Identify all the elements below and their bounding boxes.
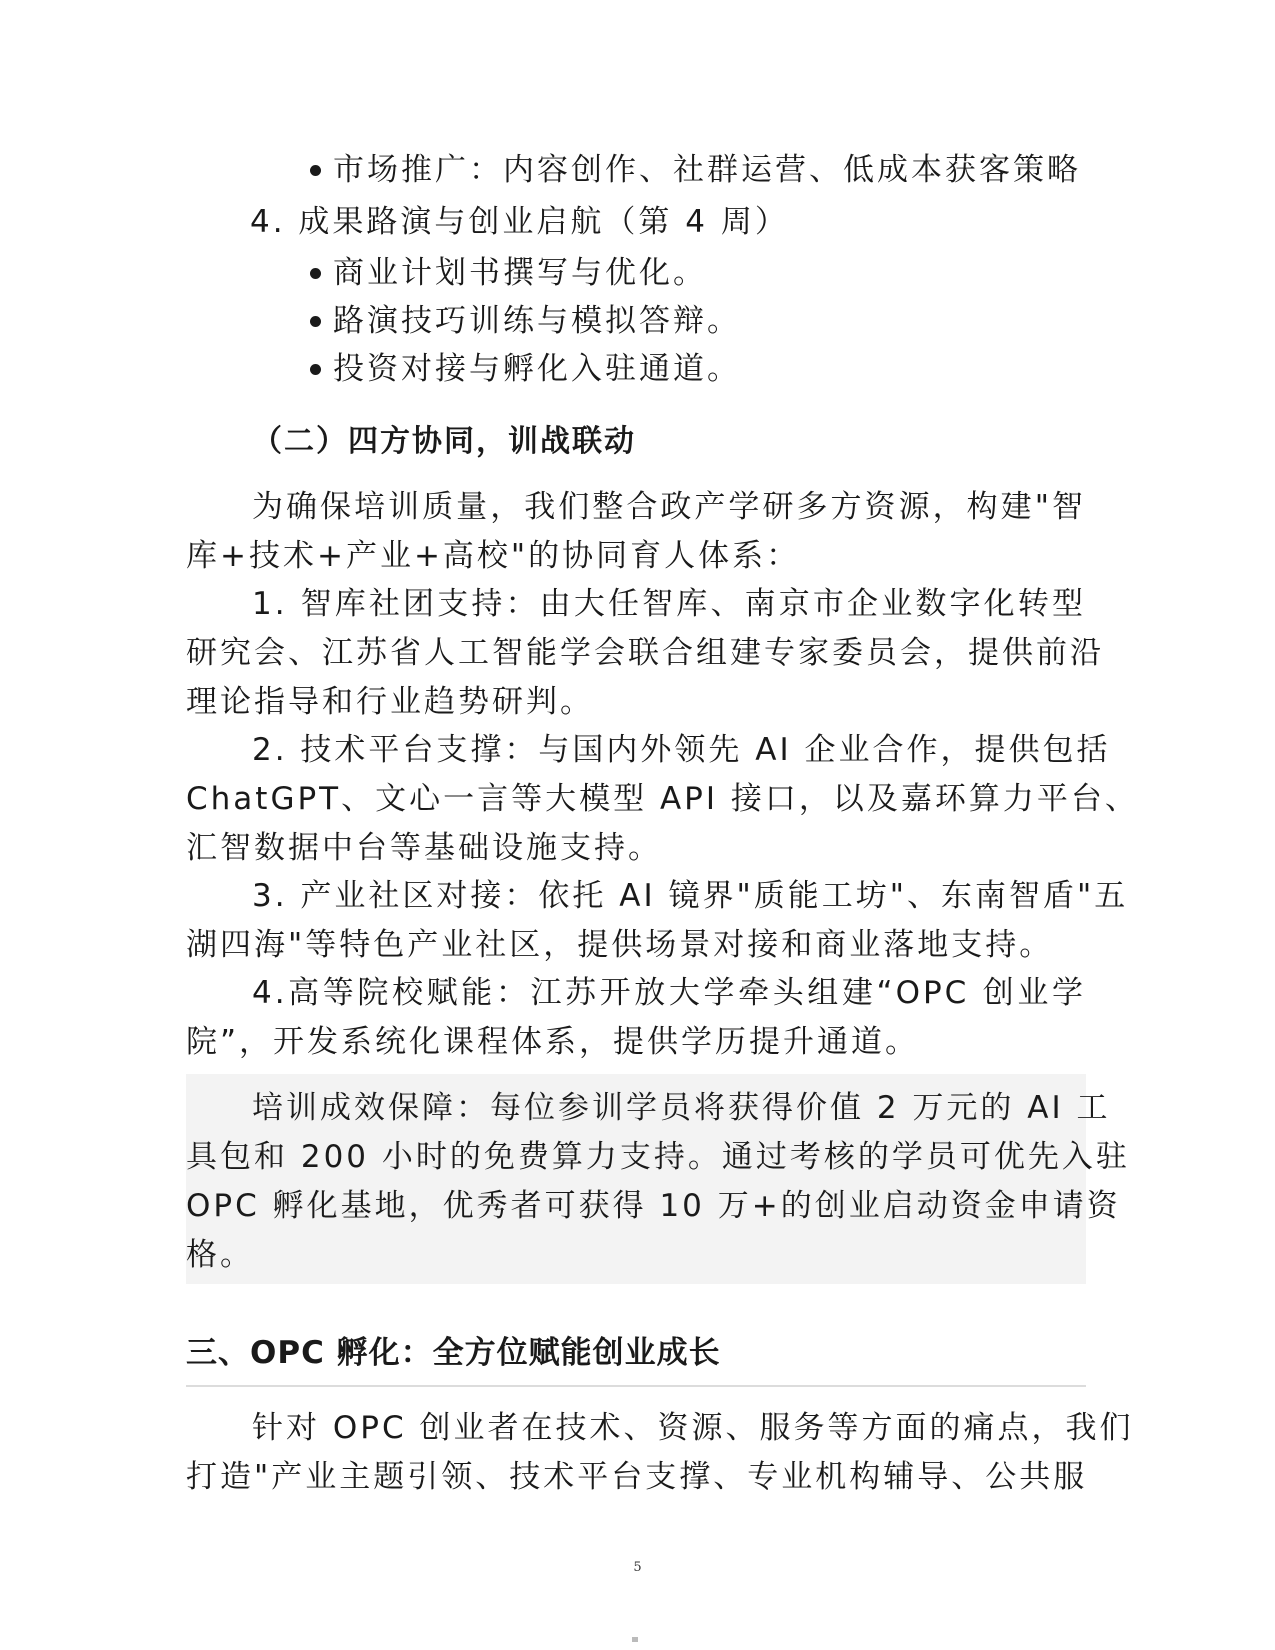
section-divider [186,1385,1086,1387]
paragraph-line: 湖四海"等特色产业社区，提供场景对接和商业落地支持。 [186,927,1054,963]
paragraph-line: 具包和 200 小时的免费算力支持。通过考核的学员可优先入驻 [186,1139,1130,1175]
bullet-text: 投资对接与孵化入驻通道。 [333,351,741,387]
bullet-dot-icon [310,165,321,176]
bullet-item [310,349,741,389]
page-number: 5 [633,1560,642,1575]
paragraph-line: 研究会、江苏省人工智能学会联合组建专家委员会，提供前沿 [186,635,1104,671]
bullet-text: 市场推广：内容创作、社群运营、低成本获客策略 [333,152,1081,188]
subsection-heading: （二）四方协同，训战联动 [252,424,636,459]
paragraph-line: 针对 OPC 创业者在技术、资源、服务等方面的痛点，我们 [252,1410,1134,1446]
paragraph-line: OPC 孵化基地，优秀者可获得 10 万+的创业启动资金申请资 [186,1188,1121,1224]
paragraph-line: 2. 技术平台支撑：与国内外领先 AI 企业合作，提供包括 [252,732,1111,768]
scroll-marker [632,1637,638,1642]
paragraph-line: 1. 智库社团支持：由大任智库、南京市企业数字化转型 [252,586,1086,622]
bullet-dot-icon [310,316,321,327]
paragraph-line: 4.高等院校赋能：江苏开放大学牵头组建“OPC 创业学 [252,975,1086,1011]
bullet-text: 路演技巧训练与模拟答辩。 [333,303,741,339]
paragraph-line: 3. 产业社区对接：依托 AI 镜界"质能工坊"、东南智盾"五 [252,878,1129,914]
paragraph-line: 培训成效保障：每位参训学员将获得价值 2 万元的 AI 工 [252,1090,1111,1126]
list-item-4: 4. 成果路演与创业启航（第 4 周） [250,204,789,240]
paragraph-line: 理论指导和行业趋势研判。 [186,684,594,720]
bullet-item [310,253,707,293]
bullet-dot-icon [310,268,321,279]
paragraph-line: 打造"产业主题引领、技术平台支撑、专业机构辅导、公共服 [186,1459,1088,1495]
paragraph-line: 库+技术+产业+高校"的协同育人体系： [186,538,801,574]
paragraph-line: ChatGPT、文心一言等大模型 API 接口，以及嘉环算力平台、 [186,781,1139,817]
paragraph-line: 为确保培训质量，我们整合政产学研多方资源，构建"智 [252,489,1086,525]
bullet-dot-icon [310,364,321,375]
bullet-item [310,301,741,341]
bullet-item [310,150,1081,190]
paragraph-line: 院”，开发系统化课程体系，提供学历提升通道。 [186,1024,920,1060]
paragraph-line: 格。 [186,1237,254,1273]
section-heading: 三、OPC 孵化：全方位赋能创业成长 [186,1335,721,1371]
bullet-text: 商业计划书撰写与优化。 [333,255,707,291]
paragraph-line: 汇智数据中台等基础设施支持。 [186,830,662,866]
